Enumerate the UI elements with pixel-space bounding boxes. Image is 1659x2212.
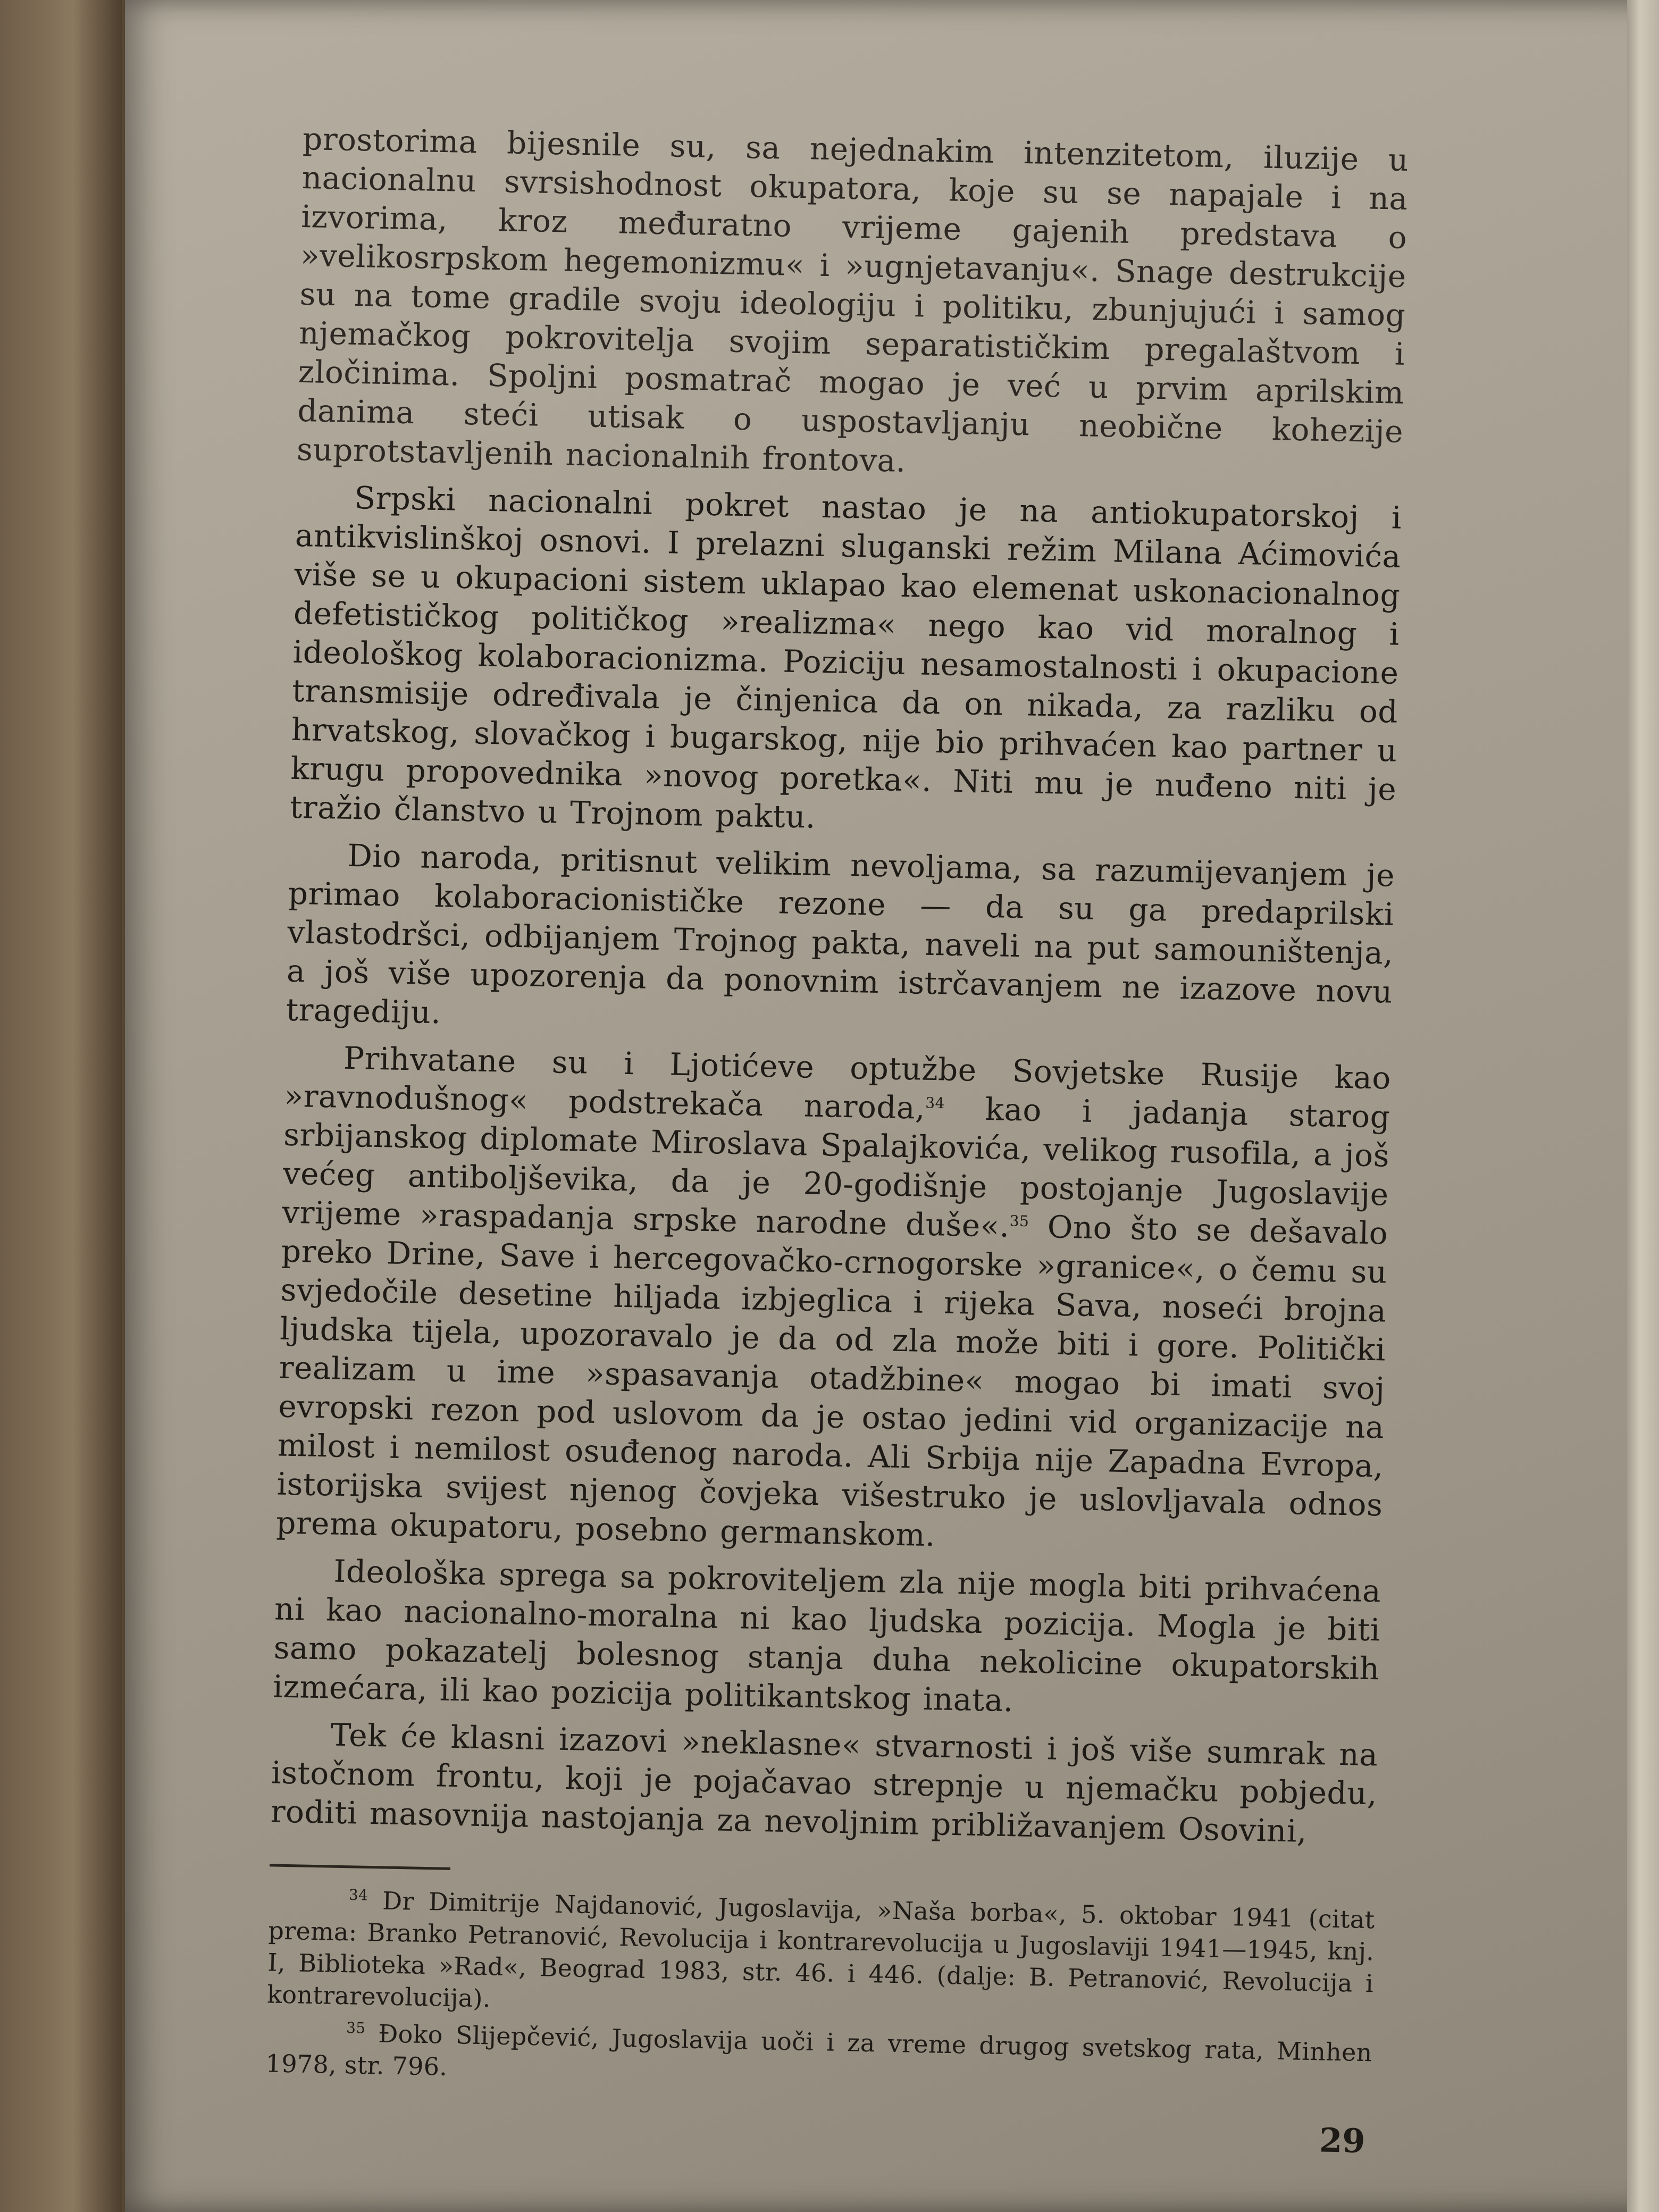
paragraph-3: Dio naroda, pritisnut velikim nevoljama, sa razumijevanjem je primao kolaboracionističke rezone — da su ga predaprilski vlastodršci, odbijanjem Trojnog pakta, naveli na put samouništenja, a još više upozorenja da ponovnim istrčavanjem ne izazove novu tragediju. [286, 837, 1395, 1031]
paragraph-6: Tek će klasni izazovi »neklasne« stvarnosti i još više sumrak na istočnom frontu, koji je pojačavao strepnje u njemačku pobjedu, roditi masovnija nastojanja za nevoljnim približavanjem Osovini, [270, 1716, 1378, 1849]
page-number: 29 [1319, 2121, 1366, 2161]
footnote-34-text: Dr Dimitrije Najdanović, Jugoslavija, »Naša borba«, 5. oktobar 1941 (citat prema: Branko Petranović, Revolucija i kontrarevolucija u Jugoslaviji 1941—1945, knj. I, Biblioteka »Rad«, Beograd 1983, str. 46. i 446. (dalje: B. Petranović, Revolucija i kontrarevolucija). [266, 1886, 1375, 2013]
footnote-34 [267, 1882, 1375, 2031]
paragraph-4-part-1: Prihvatane su i Ljotićeve optužbe Sovjetske Rusije kao »ravnodušnog« podstrekača naroda, [284, 1040, 1392, 1126]
footnote-ref-35: 35 [1009, 1212, 1029, 1230]
footnote-mark-34: 34 [348, 1886, 368, 1904]
page-right-edge [1627, 0, 1659, 2212]
paragraph-1: prostorima bijesnile su, sa nejednakim intenzitetom, iluzije u nacionalnu svrsishodnost okupatora, koje su se napajale i na izvorima, kroz međuratno vrijeme gajenih predstava o »velikosrpskom hegemonizmu« i »ugnjetavanju«. Snage destrukcije su na tome gradile svoju ideologiju i politiku, zbunjujući i samog njemačkog pokrovitelja svojim separatističkim pregalaštvom i zločinima. Spoljni posmatrač mogao je već u prvim aprilskim danima steći utisak o uspostavljanju neobične kohezije suprotstavljenih nacionalnih frontova. [296, 120, 1409, 479]
paragraph-4-part-3: Ono što se dešavalo preko Drine, Save i hercegovačko-crnogorske »granice«, o čemu su svjedočile desetine hiljada izbjeglica i rijeka Sava, noseći brojna ljudska tijela, upozoravalo je da od zla može biti i gore. Politički realizam u ime »spasavanja otadžbine« mogao bi imati svoj evropski rezon pod uslovom da je ostao jedini vid organizacije na milost i nemilost osuđenog naroda. Ali Srbija nije Zapadna Evropa, istorijska svijest njenog čovjeka višestruko je uslovljavala odnos prema okupatoru, posebno germanskom. [275, 1208, 1388, 1554]
left-page-edge [0, 0, 122, 2212]
paragraph-2: Srpski nacionalni pokret nastao je na antiokupatorskoj i antikvislinškoj osnovi. I prelazni sluganski režim Milana Aćimovića više se u okupacioni sistem uklapao kao elemenat uskonacionalnog defetističkog političkog »realizma« nego kao vid moralnog i ideološkog kolaboracionizma. Poziciju nesamostalnosti i okupacione transmisije određivala je činjenica da on nikada, za razliku od hrvatskog, slovačkog i bugarskog, nije bio prihvaćen kao partner u krugu propovednika »novog poretka«. Niti mu je nuđeno niti je tražio članstvo u Trojnom paktu. [289, 479, 1402, 835]
paragraph-4-part-2: kao i jadanja starog srbijanskog diplomate Miroslava Spalajkovića, velikog rusofila, a još većeg antiboljševika, da je 20-godišnje postojanje Jugoslavije vrijeme »raspadanja srpske narodne duše«. [281, 1090, 1391, 1244]
footnote-35 [265, 2015, 1372, 2100]
footnote-mark-35: 35 [346, 2018, 366, 2037]
page-text-block [264, 120, 1409, 2160]
paragraph-4 [276, 1038, 1392, 1564]
paragraph-5: Ideološka sprega sa pokroviteljem zla nije mogla biti prihvaćena ni kao nacionalno-moralna ni kao ljudska pozicija. Mogla je biti samo pokazatelj bolesnog stanja duha nekolicine okupatorskih izmećara, ili kao pozicija politikantskog inata. [272, 1553, 1381, 1719]
footnote-35-text: Đoko Slijepčević, Jugoslavija uoči i za vreme drugog svetskog rata, Minhen 1978, str. 796. [265, 2018, 1373, 2081]
footnote-ref-34: 34 [925, 1094, 945, 1112]
footnote-divider [270, 1864, 450, 1870]
